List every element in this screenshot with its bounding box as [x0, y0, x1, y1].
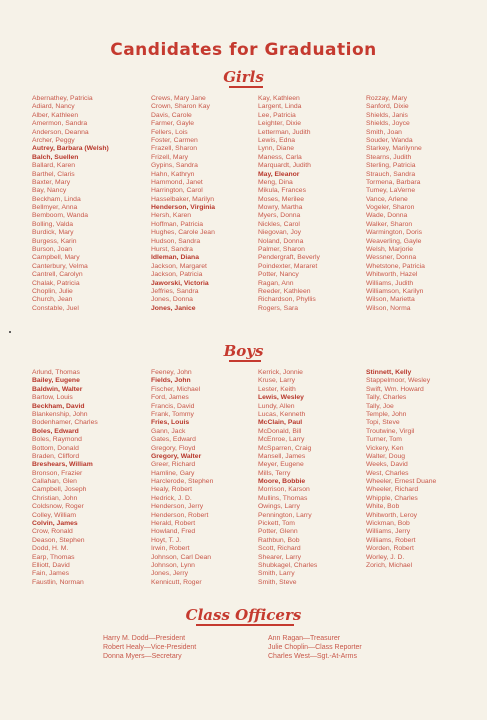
name-entry: Beckham, Linda	[32, 195, 81, 203]
girls-heading: Girls	[223, 68, 264, 86]
name-entry: Worden, Robert	[366, 545, 414, 553]
name-entry: Henderson, Robert	[151, 511, 209, 519]
officer-entry: Julie Choplin—Class Reporter	[268, 644, 362, 651]
name-entry: Bolling, Valda	[32, 220, 74, 228]
name-entry: Lewis, Edna	[258, 136, 296, 144]
name-entry: Wickman, Bob	[366, 520, 410, 528]
name-entry: Bellmyer, Anna	[32, 204, 78, 212]
name-entry: Hurst, Sandra	[151, 246, 193, 254]
name-entry: Jones, Donna	[151, 296, 193, 304]
name-entry: Ragan, Ann	[258, 279, 294, 287]
name-entry: Canterbury, Velma	[32, 262, 88, 270]
name-entry: Baxter, Mary	[32, 178, 71, 186]
name-entry: Kruse, Larry	[258, 377, 296, 385]
name-entry: Fellers, Lois	[151, 128, 188, 136]
name-entry: Fain, James	[32, 570, 70, 578]
name-entry: Shields, Joyce	[366, 120, 410, 128]
name-entry: Tally, Charles	[366, 394, 407, 402]
name-entry: Adiard, Nancy	[32, 103, 75, 111]
boys-column-3	[258, 369, 317, 587]
name-entry: Nickles, Carol	[258, 220, 300, 228]
name-entry: Vickery, Ken	[366, 444, 404, 452]
name-entry: Bay, Nancy	[32, 187, 67, 195]
name-entry: Whitworth, Leroy	[366, 511, 417, 519]
name-entry: Earp, Thomas	[32, 553, 75, 561]
name-entry: Hasselbaker, Marilyn	[151, 195, 215, 203]
name-entry: Burdick, Mary	[32, 229, 74, 237]
name-entry: Autrey, Barbara (Welsh)	[32, 145, 109, 153]
officers-heading: Class Officers	[185, 606, 302, 624]
officers-underline	[196, 624, 294, 626]
page-title: Candidates for Graduation	[110, 40, 377, 60]
name-entry: Williams, Judith	[366, 279, 414, 287]
name-entry: Meng, Dina	[258, 178, 293, 186]
name-entry: Bartow, Louis	[32, 394, 73, 402]
name-entry: Johnson, Carl Dean	[151, 553, 212, 561]
name-entry: Walter, Doug	[366, 452, 406, 460]
name-entry: Swift, Wm. Howard	[366, 385, 424, 393]
name-entry: Palmer, Sharon	[258, 246, 305, 254]
name-entry: Constable, Juel	[32, 304, 79, 312]
name-entry: Farmer, Gayle	[151, 120, 195, 128]
name-entry: Jeffries, Sandra	[151, 287, 199, 295]
name-entry: Scott, Richard	[258, 545, 301, 553]
name-entry: Stinnett, Kelly	[366, 369, 412, 376]
name-entry: Tormena, Barbara	[366, 178, 421, 186]
name-entry: Boles, Raymond	[32, 436, 82, 444]
name-entry: Warmington, Doris	[366, 229, 423, 237]
name-entry: Moore, Bobbie	[258, 478, 306, 486]
name-entry: Crown, Sharon Kay	[151, 103, 210, 111]
name-entry: Healy, Robert	[151, 486, 193, 494]
name-entry: Potter, Nancy	[258, 271, 299, 279]
name-entry: Williams, Jerry	[366, 528, 411, 536]
name-entry: Tumey, LaVerne	[366, 187, 416, 195]
name-entry: Burson, Joan	[32, 246, 73, 254]
name-entry: Lundy, Allen	[258, 402, 295, 410]
name-entry: Hedrick, J. D.	[151, 494, 192, 502]
name-entry: Deason, Stephen	[32, 536, 85, 544]
name-entry: Kerrick, Jonnie	[258, 369, 303, 376]
name-entry: Welsh, Marjorie	[366, 246, 414, 254]
name-entry: Myers, Donna	[258, 212, 301, 220]
name-entry: Chalak, Patricia	[32, 279, 80, 287]
name-entry: Frizell, Mary	[151, 153, 189, 161]
name-entry: Irwin, Robert	[151, 545, 190, 553]
name-entry: Campbell, Joseph	[32, 486, 87, 494]
name-entry: Crews, Mary Jane	[151, 95, 206, 102]
name-entry: Wilson, Norma	[366, 304, 411, 312]
name-entry: Maness, Carla	[258, 153, 302, 161]
name-entry: Jackson, Margaret	[151, 262, 207, 270]
name-entry: Campbell, Mary	[32, 254, 80, 262]
name-entry: Walker, Sharon	[366, 220, 413, 228]
name-entry: Abernathey, Patricia	[32, 95, 93, 102]
name-entry: Strauch, Sandra	[366, 170, 416, 178]
name-entry: Bottom, Donald	[32, 444, 79, 452]
name-entry: Zorich, Michael	[366, 561, 413, 569]
boys-column-1	[32, 369, 98, 587]
boys-underline	[229, 360, 261, 362]
name-entry: Bronson, Frazier	[32, 469, 83, 477]
name-entry: Hammond, Janet	[151, 178, 203, 186]
name-entry: Hamline, Gary	[151, 469, 195, 477]
name-entry: Braden, Clifford	[32, 452, 80, 460]
name-entry: Souder, Wanda	[366, 136, 413, 144]
name-entry: Elliott, David	[32, 561, 70, 569]
name-entry: Moses, Merilee	[258, 195, 305, 203]
name-entry: Gypins, Sandra	[151, 162, 198, 170]
name-entry: McSparren, Craig	[258, 444, 312, 452]
name-entry: Mills, Terry	[258, 469, 291, 477]
name-entry: Poindexter, Mararet	[258, 262, 318, 270]
name-entry: Hoffman, Patricia	[151, 220, 204, 228]
name-entry: Troutwine, Virgil	[366, 427, 415, 435]
girls-column-3	[258, 95, 320, 313]
name-entry: Richardson, Phyllis	[258, 296, 316, 304]
name-entry: Church, Jean	[32, 296, 73, 304]
girls-column-2	[151, 95, 215, 313]
name-entry: Alber, Kathleen	[32, 111, 79, 119]
name-entry: Bemboom, Wanda	[32, 212, 89, 220]
name-entry: Whitworth, Hazel	[366, 271, 418, 279]
name-entry: McEnroe, Larry	[258, 436, 305, 444]
name-entry: Breshears, William	[32, 461, 93, 469]
name-entry: Ford, James	[151, 394, 189, 402]
name-entry: Blankenship, John	[32, 410, 88, 418]
name-entry: Stearns, Judith	[366, 153, 412, 161]
name-entry: Henderson, Virginia	[151, 204, 216, 212]
name-entry: Mullins, Thomas	[258, 494, 308, 502]
name-entry: Colley, William	[32, 511, 77, 519]
name-entry: Hoyt, T. J.	[151, 536, 182, 544]
name-entry: Wheeler, Ernest Duane	[366, 478, 437, 486]
name-entry: Topi, Steve	[366, 419, 400, 427]
boys-column-2	[151, 369, 213, 587]
name-entry: Harrington, Carol	[151, 187, 203, 195]
officer-entry: Harry M. Dodd—President	[103, 635, 186, 642]
officer-entry: Robert Healy—Vice-President	[103, 644, 197, 651]
name-entry: Fields, John	[151, 377, 191, 385]
name-entry: Williamson, Karilyn	[366, 287, 424, 295]
name-entry: Mowry, Martha	[258, 204, 303, 212]
name-entry: Johnson, Lynn	[151, 561, 195, 569]
name-entry: May, Eleanor	[258, 170, 300, 178]
name-entry: Herald, Robert	[151, 520, 196, 528]
name-entry: Whipple, Charles	[366, 494, 418, 502]
girls-column-4	[366, 95, 425, 313]
name-entry: White, Bob	[366, 503, 400, 511]
name-entry: Ballard, Karen	[32, 162, 76, 170]
name-entry: Howland, Fred	[151, 528, 196, 536]
girls-column-1	[32, 95, 109, 313]
name-entry: Noland, Donna	[258, 237, 304, 245]
name-entry: Beckham, David	[32, 402, 85, 410]
name-entry: Bodenhamer, Charles	[32, 419, 98, 427]
name-entry: Williams, Robert	[366, 536, 416, 544]
name-entry: Vance, Arlene	[366, 195, 408, 203]
name-entry: Niegovan, Joy	[258, 229, 302, 237]
name-entry: Coldsnow, Roger	[32, 503, 84, 511]
name-entry: Morrison, Karson	[258, 486, 310, 494]
officer-entry: Donna Myers—Secretary	[103, 653, 182, 660]
name-entry: West, Charles	[366, 469, 409, 477]
name-entry: Vogeler, Sharon	[366, 204, 415, 212]
name-entry: Lester, Keith	[258, 385, 296, 393]
name-entry: Archer, Peggy	[32, 136, 75, 144]
name-entry: Largent, Linda	[258, 103, 302, 111]
name-entry: Gates, Edward	[151, 436, 196, 444]
name-entry: Harclerode, Stephen	[151, 478, 214, 486]
name-entry: Gregory, Walter	[151, 452, 202, 460]
name-entry: Kay, Kathleen	[258, 95, 300, 102]
name-entry: Idleman, Diana	[151, 254, 199, 262]
name-entry: Feeney, John	[151, 369, 192, 376]
name-entry: Pennington, Larry	[258, 511, 312, 519]
name-entry: Rozzay, Mary	[366, 95, 408, 102]
name-entry: Lewis, Wesley	[258, 394, 304, 402]
name-entry: Mansell, James	[258, 452, 306, 460]
name-entry: Reeder, Kathleen	[258, 287, 311, 295]
name-entry: Hahn, Kathryn	[151, 170, 195, 178]
name-entry: Faustlin, Norman	[32, 578, 84, 586]
name-entry: Pickett, Tom	[258, 520, 295, 528]
name-entry: Wilson, Marietta	[366, 296, 415, 304]
name-entry: Letterman, Judith	[258, 128, 311, 136]
name-entry: Worley, J. D.	[366, 553, 405, 561]
name-entry: Meyer, Eugene	[258, 461, 304, 469]
name-entry: Jaworski, Victoria	[151, 279, 209, 287]
name-entry: Shearer, Larry	[258, 553, 302, 561]
name-entry: Gann, Jack	[151, 427, 186, 435]
name-entry: Greer, Richard	[151, 461, 196, 469]
girls-underline	[229, 86, 263, 88]
name-entry: Jackson, Patricia	[151, 271, 203, 279]
name-entry: Lee, Patricia	[258, 111, 296, 119]
name-entry: Hughes, Carole Jean	[151, 229, 215, 237]
name-entry: Bailey, Eugene	[32, 377, 80, 385]
name-entry: Stappelmoor, Wesley	[366, 377, 431, 385]
name-entry: Rogers, Sara	[258, 304, 299, 312]
name-entry: McDonald, Bill	[258, 427, 302, 435]
name-entry: Callahan, Glen	[32, 478, 77, 486]
name-entry: Foster, Carmen	[151, 136, 198, 144]
name-entry: Frank, Tommy	[151, 410, 194, 418]
name-entry: Cantrell, Carolyn	[32, 271, 83, 279]
name-entry: Smith, Joan	[366, 128, 402, 136]
name-entry: Crow, Ronald	[32, 528, 73, 536]
name-entry: Barthel, Claris	[32, 170, 75, 178]
name-entry: Jones, Jerry	[151, 570, 189, 578]
name-entry: Wade, Donna	[366, 212, 408, 220]
name-entry: Francis, David	[151, 402, 195, 410]
name-entry: Sanford, Dixie	[366, 103, 409, 111]
name-entry: Hudson, Sandra	[151, 237, 201, 245]
name-entry: Pendergraft, Beverly	[258, 254, 320, 262]
name-entry: Davis, Carole	[151, 111, 192, 119]
name-entry: Wessner, Donna	[366, 254, 417, 262]
name-entry: Hersh, Karen	[151, 212, 192, 220]
name-entry: Shields, Janis	[366, 111, 408, 119]
stray-mark	[9, 331, 11, 333]
name-entry: Potter, Glenn	[258, 528, 298, 536]
name-entry: Weeks, David	[366, 461, 408, 469]
name-entry: Mikula, Frances	[258, 187, 306, 195]
name-entry: Turner, Tom	[366, 436, 402, 444]
name-entry: Shubkagel, Charles	[258, 561, 318, 569]
name-entry: Choplin, Julie	[32, 287, 73, 295]
name-entry: Burgess, Karin	[32, 237, 77, 245]
name-entry: Baldwin, Walter	[32, 385, 83, 393]
name-entry: Arlund, Thomas	[32, 369, 80, 376]
name-entry: Lucas, Kenneth	[258, 410, 306, 418]
name-entry: Frazell, Sharon	[151, 145, 198, 153]
name-entry: Rathbun, Bob	[258, 536, 300, 544]
officers-left-list	[103, 634, 196, 661]
name-entry: Colvin, James	[32, 520, 78, 528]
officers-right-list	[268, 634, 362, 661]
name-entry: Wheeler, Richard	[366, 486, 419, 494]
name-entry: Tally, Joe	[366, 402, 394, 410]
name-entry: Fischer, Michael	[151, 385, 201, 393]
name-entry: Smith, Steve	[258, 578, 297, 586]
name-entry: Amermon, Sandra	[32, 120, 88, 128]
name-entry: Gregory, Floyd	[151, 444, 196, 452]
name-entry: Boles, Edward	[32, 427, 79, 435]
name-entry: Smith, Larry	[258, 570, 295, 578]
name-entry: Jones, Janice	[151, 304, 196, 312]
name-entry: Kennicutt, Roger	[151, 578, 202, 586]
name-entry: Temple, John	[366, 410, 407, 418]
name-entry: Marquardt, Judith	[258, 162, 311, 170]
name-entry: Owings, Larry	[258, 503, 300, 511]
name-entry: Lynn, Diane	[258, 145, 295, 153]
officer-entry: Ann Ragan—Treasurer	[268, 635, 341, 642]
name-entry: Leighter, Dixie	[258, 120, 302, 128]
name-entry: Starkey, Marilynne	[366, 145, 422, 153]
name-entry: Anderson, Deanna	[32, 128, 89, 136]
boys-heading: Boys	[223, 342, 264, 360]
name-entry: Fries, Louis	[151, 419, 190, 427]
name-entry: Henderson, Jerry	[151, 503, 204, 511]
name-entry: McClain, Paul	[258, 419, 303, 427]
name-entry: Christian, John	[32, 494, 78, 502]
name-entry: Sterling, Patricia	[366, 162, 416, 170]
name-entry: Dodd, H. M.	[32, 545, 69, 553]
officer-entry: Charles West—Sgt.-At-Arms	[268, 653, 357, 660]
name-entry: Whetstone, Patricia	[366, 262, 425, 270]
name-entry: Balch, Suellen	[32, 153, 79, 161]
boys-column-4	[366, 369, 436, 570]
name-entry: Weaverling, Gayle	[366, 237, 422, 245]
